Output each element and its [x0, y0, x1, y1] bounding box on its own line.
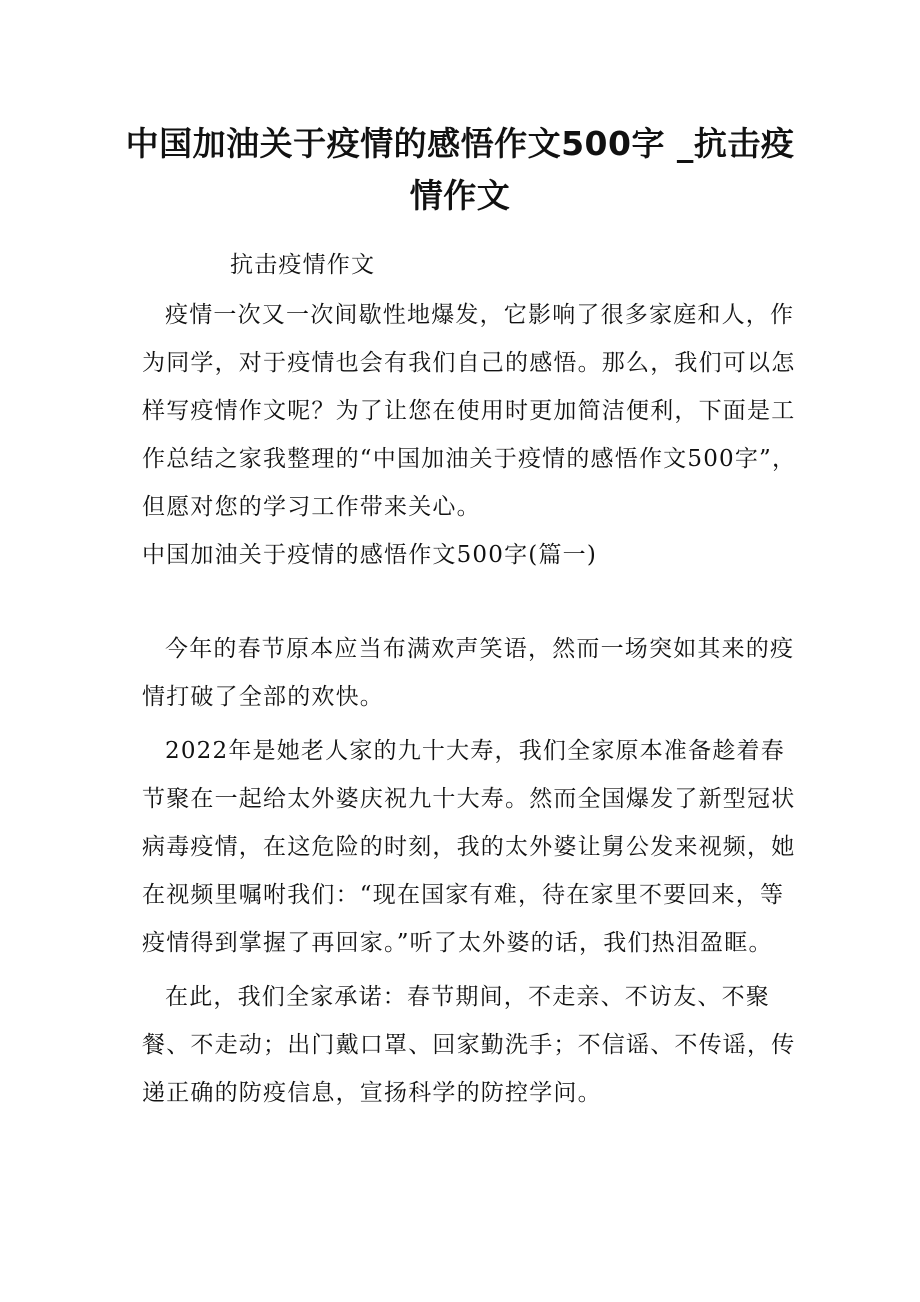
- intro-paragraph: 疫情一次又一次间歇性地爆发，它影响了很多家庭和人，作为同学，对于疫情也会有我们自己的感悟。那么，我们可以怎样写疫情作文呢？为了让您在使用时更加简洁便利，下面是工作总结之家我整理的“中国加油关于疫情的感悟作文500字”，但愿对您的学习工作带来关心。: [142, 302, 797, 520]
- blank-line: [142, 579, 797, 625]
- section-heading: 中国加油关于疫情的感悟作文500字(篇一): [142, 542, 598, 568]
- body-paragraph-3: 在此，我们全家承诺：春节期间，不走亲、不访友、不聚餐、不走动；出门戴口罩、回家勤洗手；不信谣、不传谣，传递正确的防疫信息，宣扬科学的防控学问。: [142, 984, 796, 1106]
- body-paragraph-2: 2022年是她老人家的九十大寿，我们全家原本准备趁着春节聚在一起给太外婆庆祝九十大寿。然而全国爆发了新型冠状病毒疫情，在这危险的时刻，我的太外婆让舅公发来视频，她在视频里嘱咐我们：“现在国家有难，待在家里不要回来，等疫情得到掌握了再回家。”听了太外婆的话，我们热泪盈眶。: [142, 738, 796, 956]
- document-title: 中国加油关于疫情的感悟作文500字 _抗击疫情作文: [125, 124, 795, 215]
- document-body: [142, 241, 797, 1117]
- body-paragraph-1: 今年的春节原本应当布满欢声笑语，然而一场突如其来的疫情打破了全部的欢快。: [142, 636, 795, 710]
- document-subtitle: 抗击疫情作文: [230, 252, 376, 278]
